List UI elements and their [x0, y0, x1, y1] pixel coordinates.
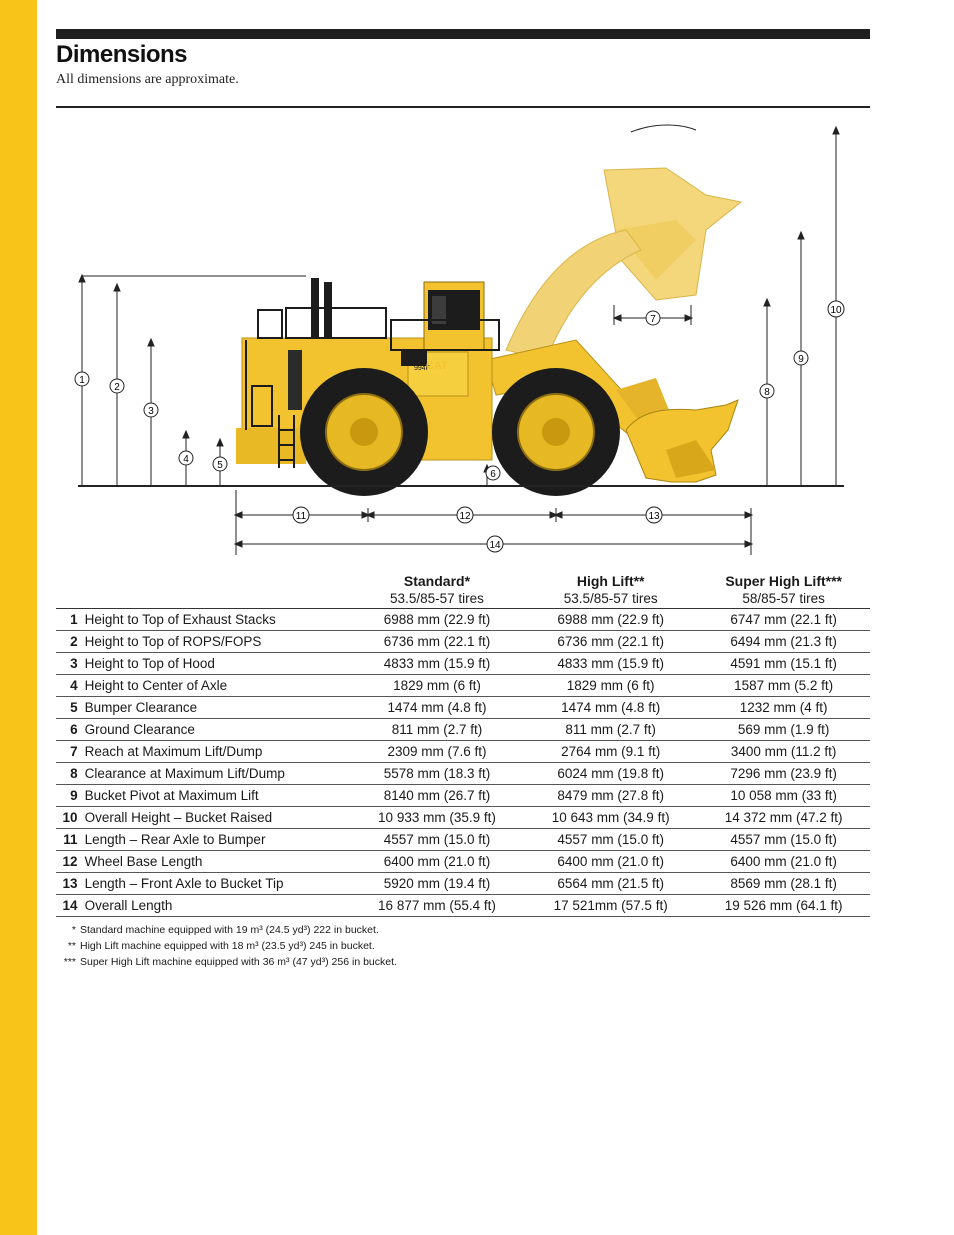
table-row [56, 851, 870, 873]
row-value: 3400 mm (11.2 ft) [730, 744, 837, 759]
row-value: 1587 mm (5.2 ft) [734, 678, 834, 693]
row-number: 1 [70, 612, 78, 627]
callout-10 [828, 301, 844, 317]
row-value: 1232 mm (4 ft) [739, 700, 828, 715]
row-number: 7 [70, 744, 78, 759]
callout-3 [144, 403, 158, 417]
row-value: 6988 mm (22.9 ft) [383, 612, 491, 627]
row-label: Bucket Pivot at Maximum Lift [84, 788, 259, 803]
row-value: 17 521mm (57.5 ft) [553, 898, 668, 913]
front-tire [492, 368, 620, 496]
column-standard: Standard* 53.5/85-57 tires [390, 573, 484, 606]
row-number: 8 [70, 766, 78, 781]
svg-text:11: 11 [295, 511, 307, 522]
table-row [56, 763, 870, 785]
footnote-text: Super High Lift machine equipped with 36 m³ (47 yd³) 256 in bucket. [80, 956, 397, 968]
callout-5 [213, 457, 227, 471]
row-value: 2309 mm (7.6 ft) [387, 744, 487, 759]
table-row [56, 719, 870, 741]
callout-9 [794, 351, 808, 365]
table-row [56, 609, 870, 631]
row-value: 14 372 mm (47.2 ft) [724, 810, 843, 825]
svg-text:4: 4 [183, 454, 189, 465]
row-number: 2 [70, 634, 78, 649]
svg-text:6: 6 [490, 469, 496, 480]
svg-text:1: 1 [79, 375, 85, 386]
row-value: 569 mm (1.9 ft) [737, 722, 830, 737]
svg-text:3: 3 [148, 406, 154, 417]
row-number: 14 [62, 898, 78, 913]
header-spacer [56, 572, 350, 609]
row-number: 10 [62, 810, 78, 825]
row-value: 10 933 mm (35.9 ft) [378, 810, 496, 825]
svg-text:10: 10 [830, 305, 842, 316]
row-value: 4833 mm (15.9 ft) [383, 656, 491, 671]
row-value: 8140 mm (26.7 ft) [383, 788, 491, 803]
row-value: 811 mm (2.7 ft) [565, 722, 656, 737]
raised-bucket-outline [506, 125, 741, 360]
row-label: Height to Top of ROPS/FOPS [84, 634, 262, 649]
rear-tire [300, 368, 428, 496]
footnote-text: High Lift machine equipped with 18 m³ (23.5 yd³) 245 in bucket. [80, 940, 375, 952]
footnote [56, 938, 397, 954]
column-high-lift: High Lift** 53.5/85-57 tires [563, 573, 658, 606]
row-value: 6736 mm (22.1 ft) [383, 634, 491, 649]
callout-6 [486, 466, 500, 480]
row-value: 7296 mm (23.9 ft) [730, 766, 837, 781]
footnotes [56, 922, 397, 970]
callout-11 [293, 507, 309, 523]
svg-text:14: 14 [489, 540, 501, 551]
table-body [56, 609, 870, 917]
row-label: Overall Height – Bucket Raised [84, 810, 273, 825]
row-label: Reach at Maximum Lift/Dump [84, 744, 263, 759]
row-number: 5 [70, 700, 78, 715]
column-super-high-lift: Super High Lift*** 58/85-57 tires [725, 573, 842, 606]
row-number: 13 [62, 876, 78, 891]
row-value: 1829 mm (6 ft) [566, 678, 655, 693]
svg-text:13: 13 [648, 511, 660, 522]
row-number: 4 [70, 678, 78, 693]
row-label: Height to Top of Exhaust Stacks [84, 612, 276, 627]
row-value: 1474 mm (4.8 ft) [387, 700, 487, 715]
row-number: 3 [70, 656, 78, 671]
row-value: 6400 mm (21.0 ft) [557, 854, 664, 869]
table-row [56, 631, 870, 653]
header-rule [56, 29, 870, 39]
page-title: Dimensions [56, 41, 188, 68]
callout-7 [646, 311, 660, 325]
row-value: 4557 mm (15.0 ft) [383, 832, 491, 847]
row-value: 4557 mm (15.0 ft) [730, 832, 837, 847]
table-header-row [56, 572, 870, 609]
dimensions-table [56, 572, 870, 917]
row-value: 4591 mm (15.1 ft) [730, 656, 837, 671]
callout-14 [487, 536, 503, 552]
row-value: 811 mm (2.7 ft) [391, 722, 483, 737]
row-value: 6736 mm (22.1 ft) [557, 634, 664, 649]
page-subtitle: All dimensions are approximate. [56, 72, 239, 87]
row-number: 6 [70, 722, 78, 737]
callout-13 [646, 507, 662, 523]
row-value: 1829 mm (6 ft) [393, 678, 481, 693]
callout-2 [110, 379, 124, 393]
row-number: 11 [63, 832, 78, 847]
row-value: 6400 mm (21.0 ft) [730, 854, 837, 869]
table-row [56, 675, 870, 697]
callout-4 [179, 451, 193, 465]
row-label: Bumper Clearance [84, 700, 198, 715]
row-value: 8569 mm (28.1 ft) [730, 876, 837, 891]
row-value: 5578 mm (18.3 ft) [383, 766, 491, 781]
svg-text:9: 9 [798, 354, 804, 365]
loader-illustration [56, 110, 870, 565]
svg-text:8: 8 [764, 387, 770, 398]
table-row [56, 653, 870, 675]
row-value: 6988 mm (22.9 ft) [557, 612, 664, 627]
row-value: 1474 mm (4.8 ft) [561, 700, 661, 715]
footnote [56, 954, 397, 970]
row-value: 10 058 mm (33 ft) [730, 788, 837, 803]
loader-dimension-figure [56, 110, 870, 565]
table-row [56, 807, 870, 829]
row-label: Overall Length [84, 898, 173, 913]
row-value: 10 643 mm (34.9 ft) [551, 810, 670, 825]
footnote-text: Standard machine equipped with 19 m³ (24.5 yd³) 222 in bucket. [80, 924, 379, 936]
table-row [56, 829, 870, 851]
footnote-mark: * [71, 924, 76, 936]
footnote-mark: ** [67, 940, 76, 952]
footnote [56, 922, 397, 938]
row-value: 6747 mm (22.1 ft) [730, 612, 837, 627]
row-value: 5920 mm (19.4 ft) [383, 876, 491, 891]
yellow-side-stripe [0, 0, 37, 1235]
table-row [56, 895, 870, 917]
row-value: 4557 mm (15.0 ft) [557, 832, 664, 847]
row-value: 19 526 mm (64.1 ft) [724, 898, 843, 913]
row-value: 6564 mm (21.5 ft) [557, 876, 664, 891]
row-label: Height to Center of Axle [84, 678, 228, 693]
row-value: 6400 mm (21.0 ft) [383, 854, 491, 869]
cat-logo: CAT [426, 360, 448, 372]
row-label: Clearance at Maximum Lift/Dump [84, 766, 285, 781]
svg-text:2: 2 [114, 382, 120, 393]
row-label: Ground Clearance [84, 722, 195, 737]
row-label: Height to Top of Hood [84, 656, 215, 671]
table-row [56, 785, 870, 807]
table-row [56, 697, 870, 719]
model-badge: 994F [414, 365, 430, 372]
table-row [56, 741, 870, 763]
row-value: 2764 mm (9.1 ft) [561, 744, 661, 759]
row-number: 12 [62, 854, 78, 869]
row-value: 6024 mm (19.8 ft) [557, 766, 664, 781]
row-label: Wheel Base Length [84, 854, 203, 869]
row-value: 6494 mm (21.3 ft) [730, 634, 837, 649]
subtitle-rule [56, 106, 870, 108]
svg-text:5: 5 [217, 460, 223, 471]
row-label: Length – Front Axle to Bucket Tip [84, 876, 284, 891]
table-row [56, 873, 870, 895]
footnote-mark: *** [63, 956, 76, 968]
row-label: Length – Rear Axle to Bumper [84, 832, 266, 847]
row-number: 9 [70, 788, 78, 803]
row-value: 8479 mm (27.8 ft) [557, 788, 664, 803]
svg-text:7: 7 [650, 314, 656, 325]
callout-8 [760, 384, 774, 398]
row-value: 16 877 mm (55.4 ft) [378, 898, 496, 913]
svg-text:12: 12 [459, 511, 471, 522]
callout-1 [75, 372, 89, 386]
callout-12 [457, 507, 473, 523]
row-value: 4833 mm (15.9 ft) [557, 656, 664, 671]
